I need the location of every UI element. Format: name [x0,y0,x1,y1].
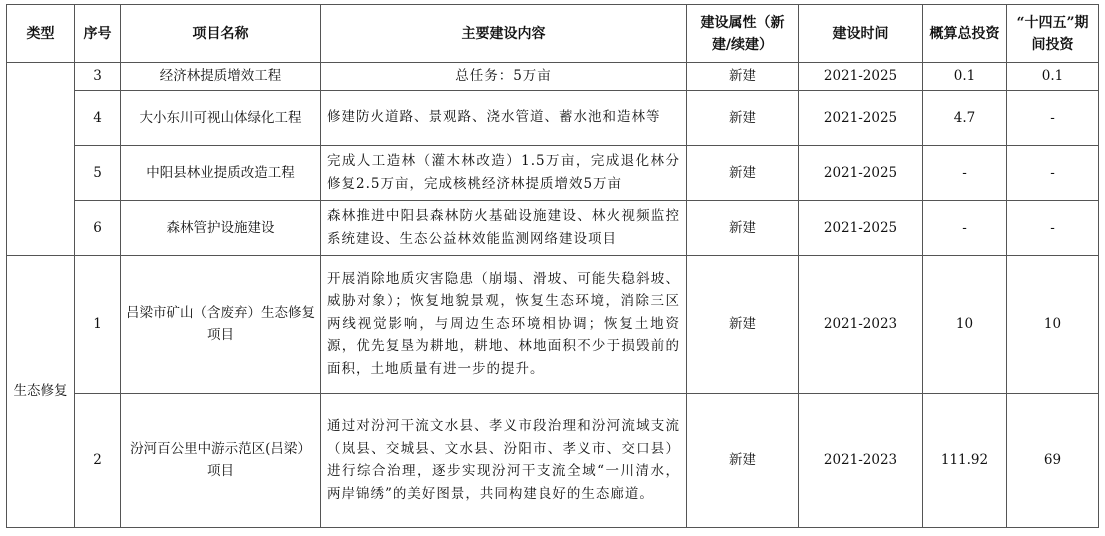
row-attr: 新建 [687,200,799,255]
row-attr: 新建 [687,63,799,91]
row-plan: 69 [1007,393,1099,527]
header-name: 项目名称 [121,5,321,63]
table-row [7,145,1099,200]
row-name: 中阳县林业提质改造工程 [121,145,321,200]
row-index: 6 [75,200,121,255]
table-row [7,255,1099,393]
row-name: 汾河百公里中游示范区(吕梁）项目 [121,393,321,527]
row-time: 2021-2025 [799,90,923,145]
row-time: 2021-2023 [799,393,923,527]
header-plan: “十四五”期间投资 [1007,5,1099,63]
row-content: 完成人工造林（灌木林改造）1.5万亩，完成退化林分修复2.5万亩，完成核桃经济林提质增效5万亩 [321,145,687,200]
row-index: 5 [75,145,121,200]
row-name: 大小东川可视山体绿化工程 [121,90,321,145]
row-time: 2021-2023 [799,255,923,393]
row-index: 1 [75,255,121,393]
row-total: 0.1 [923,63,1007,91]
row-content: 森林推进中阳县森林防火基础设施建设、林火视频监控系统建设、生态公益林效能监测网络建设项目 [321,200,687,255]
row-attr: 新建 [687,393,799,527]
row-content: 开展消除地质灾害隐患（崩塌、滑坡、可能失稳斜坡、威胁对象）；恢复地貌景观，恢复生态环境，消除三区两线视觉影响，与周边生态环境相协调；恢复土地资源，优先复垦为耕地，耕地、林地面积不少于损毁前的面积，土地质量有进一步的提升。 [321,255,687,393]
header-index: 序号 [75,5,121,63]
row-time: 2021-2025 [799,145,923,200]
row-plan: 0.1 [1007,63,1099,91]
header-time: 建设时间 [799,5,923,63]
row-total: 10 [923,255,1007,393]
row-time: 2021-2025 [799,200,923,255]
header-content: 主要建设内容 [321,5,687,63]
row-total: 111.92 [923,393,1007,527]
row-attr: 新建 [687,90,799,145]
row-plan: - [1007,200,1099,255]
row-plan: - [1007,90,1099,145]
row-name: 吕梁市矿山（含废弃）生态修复项目 [121,255,321,393]
type-cell [7,63,75,256]
row-content: 总任务：5万亩 [321,63,687,91]
row-index: 4 [75,90,121,145]
row-plan: - [1007,145,1099,200]
project-table [6,4,1099,528]
table-row [7,393,1099,527]
row-total: 4.7 [923,90,1007,145]
row-content: 通过对汾河干流文水县、孝义市段治理和汾河流域支流（岚县、交城县、文水县、汾阳市、孝义市、交口县）进行综合治理，逐步实现汾河干支流全域“一川清水，两岸锦绣”的美好图景，共同构建良好的生态廊道。 [321,393,687,527]
row-content: 修建防火道路、景观路、浇水管道、蓄水池和造林等 [321,90,687,145]
row-index: 3 [75,63,121,91]
row-plan: 10 [1007,255,1099,393]
row-attr: 新建 [687,255,799,393]
header-attr: 建设属性（新建/续建） [687,5,799,63]
row-total: - [923,145,1007,200]
header-total: 概算总投资 [923,5,1007,63]
type-cell: 生态修复 [7,255,75,527]
header-row [7,5,1099,63]
row-time: 2021-2025 [799,63,923,91]
row-attr: 新建 [687,145,799,200]
table-row [7,200,1099,255]
row-index: 2 [75,393,121,527]
table-row [7,63,1099,91]
header-type: 类型 [7,5,75,63]
row-name: 森林管护设施建设 [121,200,321,255]
table-row [7,90,1099,145]
row-name: 经济林提质增效工程 [121,63,321,91]
row-total: - [923,200,1007,255]
